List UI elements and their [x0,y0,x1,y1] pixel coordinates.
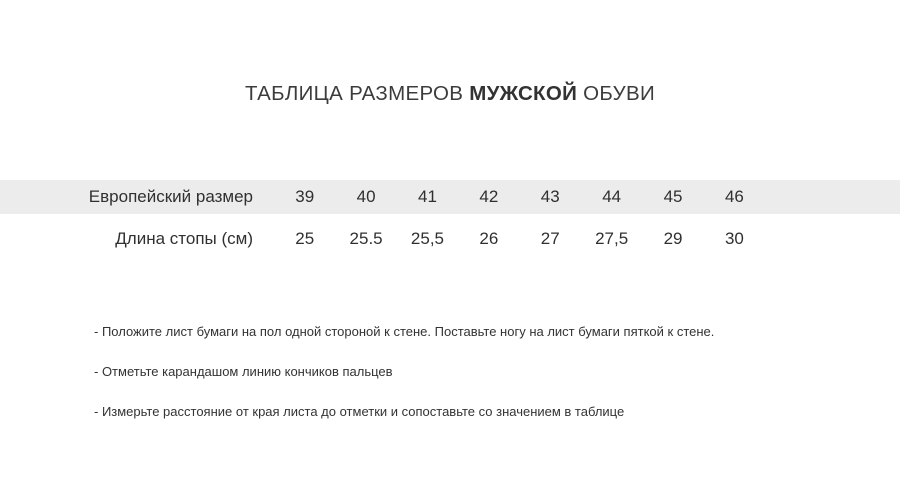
length-cell: 25,5 [410,229,445,248]
page-title-prefix: ТАБЛИЦА РАЗМЕРОВ [244,82,464,105]
length-cell: 27 [540,229,560,248]
length-cell: 25 [295,229,315,248]
page-title [0,80,900,108]
instruction-item: - Измерьте расстояние от края листа до отметки и сопоставьте со значением в таблице [94,404,625,419]
length-cell: 26 [479,229,499,248]
size-cell: 41 [418,187,437,206]
measurement-instructions [94,312,870,432]
page-title-suffix: ОБУВИ [583,82,656,105]
row-label-foot-length: Длина стопы (см) [115,229,253,248]
length-cell: 30 [724,229,744,248]
size-cell: 40 [356,187,376,206]
length-cell: 29 [663,229,683,248]
size-cell: 42 [479,187,499,206]
table-row-eu-size [0,180,900,214]
size-table [0,180,900,264]
size-cell: 45 [663,187,683,206]
table-row-foot-length [0,214,900,264]
row-label-eu-size: Европейский размер [88,187,253,206]
size-cell: 46 [724,187,744,206]
page-title-gender: МУЖСКОЙ [469,82,578,105]
instruction-item: - Отметьте карандашом линию кончиков пальцев [94,364,393,379]
length-cell: 27,5 [595,229,629,248]
length-cell: 25.5 [349,229,383,248]
size-cell: 43 [540,187,560,206]
size-cell: 39 [295,187,315,206]
instruction-item: - Положите лист бумаги на пол одной стороной к стене. Поставьте ногу на лист бумаги пяткой к стене. [94,324,715,339]
size-cell: 44 [602,187,622,206]
